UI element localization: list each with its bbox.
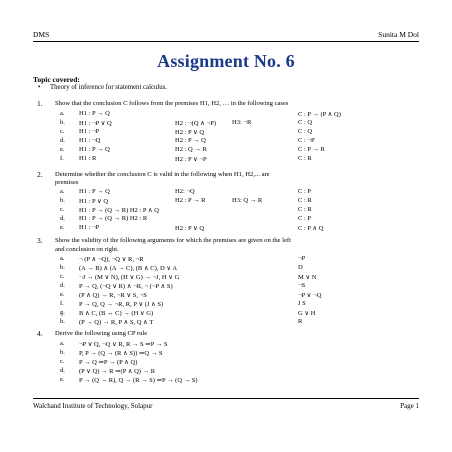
premise-h1: H1 : ¬P ∨ Q [79, 120, 112, 127]
premise-h2: H2 : P ∨ Q [175, 225, 205, 232]
list-item [0, 206, 452, 215]
question-text: Derive the following using CP rule [55, 330, 148, 337]
conclusion: C : P ∧ Q [298, 225, 324, 232]
premise-h1: H1 : P → (Q → R) H2 : P ∧ Q [79, 207, 159, 214]
list-item [0, 282, 452, 291]
list-item [0, 309, 452, 318]
case-label: c. [60, 206, 65, 213]
list-item [0, 340, 452, 349]
list-item [0, 300, 452, 309]
list-item [0, 358, 452, 367]
conclusion: C : R [298, 206, 312, 213]
premises: B ∧ C, (B ↔ C) → (H ∨ G) [79, 310, 154, 317]
premise-h1: H1 : ¬Q [79, 137, 101, 144]
case-label: d. [60, 137, 65, 144]
derivation: P → Q ⇒P → (P ∧ Q) [79, 359, 138, 366]
conclusion: G ∨ H [298, 310, 316, 317]
question-number: 1. [37, 99, 43, 108]
premise-h1: H1 : ¬P [79, 128, 100, 135]
question-text-continued: and conclusion on right. [55, 246, 119, 253]
case-label: a. [60, 340, 65, 347]
page-title: Assignment No. 6 [157, 51, 295, 71]
list-item [0, 215, 452, 224]
conclusion: M ∨ N [298, 274, 317, 281]
footer-page-number: Page 1 [400, 402, 419, 410]
case-label: a. [60, 110, 65, 117]
premise-h2: H2 : P ∨ ¬P [175, 156, 207, 163]
topic-heading: Topic covered: [33, 75, 80, 84]
premise-h3: H3: ¬R [232, 119, 252, 126]
case-label: d. [60, 282, 65, 289]
premise-h1: H1 : P → (Q → R) H2 : R [79, 215, 148, 222]
case-label: b. [60, 264, 65, 271]
premise-h2: H2 : Q → R [175, 146, 207, 153]
case-label: d. [60, 215, 65, 222]
conclusion: C : Q [298, 128, 313, 135]
premises: (P ∧ Q) → R, ¬R ∨ S, ¬S [79, 292, 147, 299]
case-label: c. [60, 273, 65, 280]
premises: P → Q, (¬Q ∨ R) ∧ ¬R, ¬ (¬P ∧ S) [79, 283, 173, 290]
conclusion: C : P [298, 215, 312, 222]
case-label: e. [60, 146, 65, 153]
case-label: a. [60, 188, 65, 195]
premises: (P → Q) → R, P ∧ S, Q ∧ T [79, 319, 154, 326]
premises: ¬ (P ∧ ¬Q), ¬Q ∨ R, ¬R [79, 256, 144, 263]
case-label: f. [60, 300, 64, 307]
premise-h3: H3: Q → R [232, 197, 263, 204]
case-label: e. [60, 224, 65, 231]
list-item [0, 188, 452, 197]
premise-h2: H2 : P → Q [175, 137, 206, 144]
list-item [0, 110, 452, 119]
case-label: f. [60, 155, 64, 162]
list-item [0, 273, 452, 282]
case-label: a. [60, 255, 65, 262]
conclusion: D [298, 264, 303, 271]
conclusion: C : ¬P [298, 137, 315, 144]
conclusion: ¬S [298, 282, 306, 289]
premise-h2: H2 : P → R [175, 197, 206, 204]
premises: P → Q, Q → ¬R, R, P ∨ (J ∧ S) [79, 301, 164, 308]
case-label: b. [60, 197, 65, 204]
premise-h1: H1 : P → Q [79, 188, 110, 195]
question-number: 2. [37, 170, 43, 179]
premise-h2: H2: ¬Q [175, 188, 195, 195]
conclusion: C : P → (P ∧ Q) [298, 111, 341, 118]
conclusion: ¬P [298, 255, 306, 262]
footer-rule [33, 398, 419, 399]
footer-institute: Walchand Institute of Technology, Solapur [33, 402, 153, 410]
question-number: 4. [37, 329, 43, 338]
list-item [0, 224, 452, 233]
list-item [0, 146, 452, 155]
premise-h2: H2 : P ∨ Q [175, 129, 205, 136]
case-label: c. [60, 358, 65, 365]
premise-h1: H1 : ¬P [79, 224, 100, 231]
premise-h2: H2 : ¬(Q ∧ ¬P) [175, 120, 216, 127]
bullet-icon: • [38, 84, 41, 91]
premise-h1: H1 : R [79, 155, 97, 162]
question-text: Determine whether the conclusion C is valid in the following when H1, H2,... are [55, 171, 270, 178]
conclusion: C : P [298, 188, 312, 195]
derivation: (P ∨ Q) → R ⇒(P ∧ Q) → R [79, 368, 156, 375]
case-label: d. [60, 367, 65, 374]
list-item [0, 119, 452, 128]
case-label: c. [60, 128, 65, 135]
page-header [33, 28, 419, 40]
premises: ¬J → (M ∨ N), (H ∨ G) → ¬J, H ∨ G [79, 274, 180, 281]
case-label: e. [60, 291, 65, 298]
list-item [0, 128, 452, 137]
list-item [0, 155, 452, 164]
header-author: Sunita M Dol [378, 30, 419, 39]
derivation: P, P → (Q → (R ∧ S)) ⇒Q → S [79, 350, 163, 357]
conclusion: C : Q [298, 119, 313, 126]
conclusion: J S [298, 300, 306, 307]
conclusion: R [298, 318, 303, 325]
list-item [0, 318, 452, 327]
list-item [0, 137, 452, 146]
case-label: h. [60, 318, 65, 325]
derivation: ¬P ∨ Q, ¬Q ∨ R, R → S ⇒P → S [79, 341, 168, 348]
list-item [0, 255, 452, 264]
derivation: P → (Q → R), Q → (R → S) ⇒P → (Q → S) [79, 377, 198, 384]
list-item [0, 291, 452, 300]
conclusion: ¬P ∨ ¬Q [298, 292, 322, 299]
question-text: Show that the conclusion C follows from the premises H1, H2, … in the following cases [55, 100, 289, 107]
premise-h1: H1 : P → Q [79, 146, 110, 153]
topic-item [38, 84, 168, 91]
list-item [0, 264, 452, 273]
topic-item-text: Theory of inference for statement calculus. [50, 84, 168, 91]
question-text-continued: premises [55, 179, 79, 186]
case-label: b. [60, 349, 65, 356]
conclusion: C : R [298, 155, 312, 162]
case-label: g. [60, 309, 65, 316]
premise-h1: H1 : P ∨ Q [79, 198, 109, 205]
conclusion: C : P → R [298, 146, 325, 153]
conclusion: C : R [298, 197, 312, 204]
premises: (A → B) ∧ (A → C), (B ∧ C), D ∨ A [79, 265, 178, 272]
case-label: e. [60, 376, 65, 383]
case-label: b. [60, 119, 65, 126]
question-text: Show the validity of the following arguments for which the premises are given on the left [55, 237, 291, 244]
question-number: 3. [37, 236, 43, 245]
header-rule [33, 41, 419, 42]
premise-h1: H1 : P → Q [79, 110, 110, 117]
list-item [0, 349, 452, 358]
list-item [0, 376, 452, 385]
list-item [0, 197, 452, 206]
list-item [0, 367, 452, 376]
header-subject: DMS [33, 30, 50, 39]
